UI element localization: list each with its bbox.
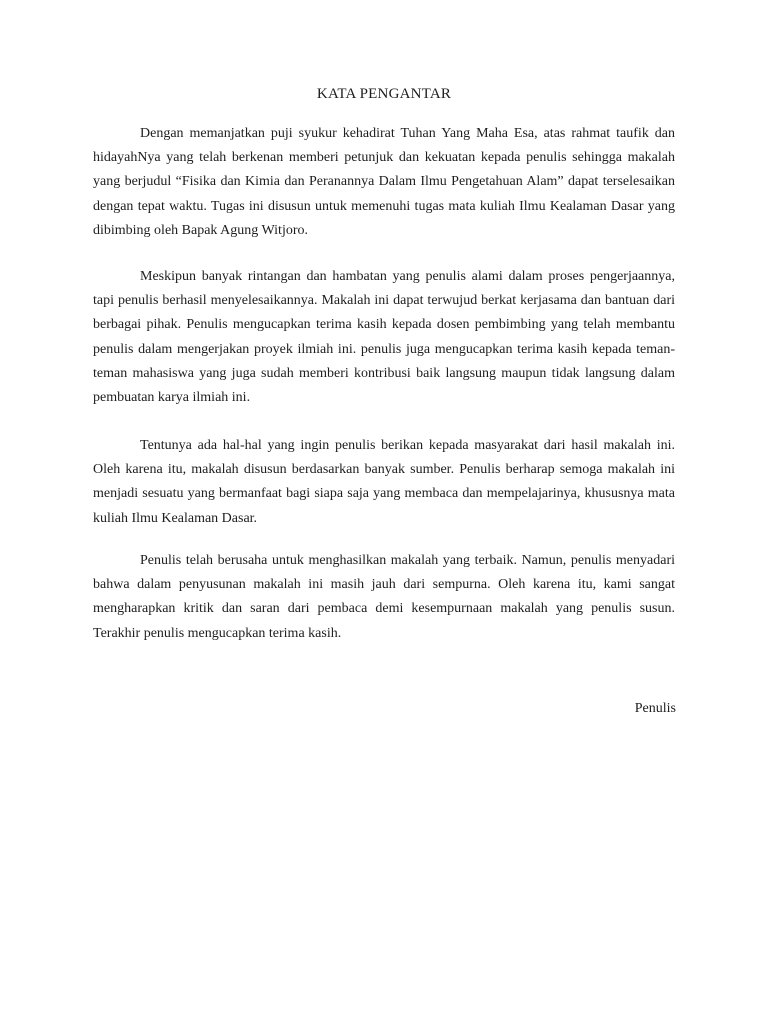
paragraph-4: Penulis telah berusaha untuk menghasilkan makalah yang terbaik. Namun, penulis menyadari bahwa dalam penyusunan makalah ini masih jauh dari sempurna. Oleh karena itu, kami sangat mengharapkan kritik dan saran dari pembaca demi kesempurnaan makalah yang penulis susun. Terakhir penulis mengucapkan terima kasih. <box>93 553 675 641</box>
page-title: KATA PENGANTAR <box>316 86 452 102</box>
paragraph-1: Dengan memanjatkan puji syukur kehadirat Tuhan Yang Maha Esa, atas rahmat taufik dan hidayahNya yang telah berkenan memberi petunjuk dan kekuatan kepada penulis sehingga makalah yang berjudul “Fisika dan Kimia dan Peranannya Dalam Ilmu Pengetahuan Alam” dapat terselesaikan dengan tepat waktu. Tugas ini disusun untuk memenuhi tugas mata kuliah Ilmu Kealaman Dasar yang dibimbing oleh Bapak Agung Witjoro. <box>93 126 675 238</box>
paragraph-3: Tentunya ada hal-hal yang ingin penulis berikan kepada masyarakat dari hasil makalah ini. Oleh karena itu, makalah disusun berdasarkan banyak sumber. Penulis berharap semoga makalah ini menjadi sesuatu yang bermanfaat bagi siapa saja yang membaca dan mempelajarinya, khususnya mata kuliah Ilmu Kealaman Dasar. <box>93 438 675 526</box>
signature: Penulis <box>634 701 676 716</box>
paragraph-2: Meskipun banyak rintangan dan hambatan yang penulis alami dalam proses pengerjaannya, tapi penulis berhasil menyelesaikannya. Makalah ini dapat terwujud berkat kerjasama dan bantuan dari berbagai pihak. Penulis mengucapkan terima kasih kepada dosen pembimbing yang telah membantu penulis dalam mengerjakan proyek ilmiah ini. penulis juga mengucapkan terima kasih kepada teman-teman mahasiswa yang juga sudah memberi kontribusi baik langsung maupun tidak langsung dalam pembuatan karya ilmiah ini. <box>93 269 675 406</box>
